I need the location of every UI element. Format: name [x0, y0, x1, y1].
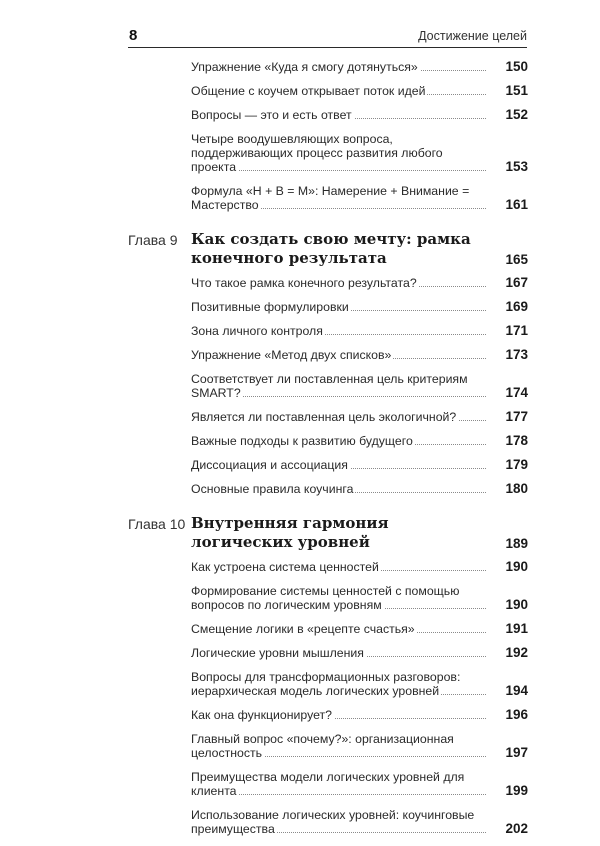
- entry-title: Упражнение «Метод двух списков»: [191, 348, 392, 362]
- entry-title: Зона личного контроля: [191, 324, 323, 338]
- entry-title: Позитивные формулировки: [191, 300, 349, 314]
- toc-entry[interactable]: [128, 770, 528, 798]
- chapter-title: Как создать свою мечту: рамка конечного результата: [191, 230, 471, 267]
- entry-page: 197: [502, 746, 528, 760]
- entry-title: Использование логических уровней: коучинговые преимущества: [191, 808, 475, 836]
- entry-page: 169: [502, 300, 528, 314]
- entry-title: Как устроена система ценностей: [191, 560, 379, 574]
- entry-page: 150: [502, 60, 528, 74]
- entry-page: 180: [502, 482, 528, 496]
- entry-page: 151: [502, 84, 528, 98]
- entry-title: Формула «Н + В = М»: Намерение + Внимание = Мастерство: [191, 184, 470, 212]
- chapter-page: 189: [505, 536, 528, 551]
- chapter-label: Глава 9: [128, 232, 178, 248]
- toc-entry[interactable]: [128, 622, 528, 636]
- entry-page: 192: [502, 646, 528, 660]
- chapter-page: 165: [505, 252, 528, 267]
- entry-page: 173: [502, 348, 528, 362]
- toc-entry[interactable]: [128, 300, 528, 314]
- entry-title: Общение с коучем открывает поток идей: [191, 84, 426, 98]
- toc-entry[interactable]: [128, 108, 528, 122]
- entry-title: Смещение логики в «рецепте счастья»: [191, 622, 415, 636]
- toc-entry[interactable]: [128, 646, 528, 660]
- entry-page: 178: [502, 434, 528, 448]
- entry-page: 153: [502, 160, 528, 174]
- entry-page: 179: [502, 458, 528, 472]
- entry-title: Является ли поставленная цель экологичной?: [191, 410, 457, 424]
- entry-page: 202: [502, 822, 528, 836]
- entry-page: 190: [502, 560, 528, 574]
- entry-title: Соответствует ли поставленная цель критериям SMART?: [191, 372, 468, 400]
- entry-title: Формирование системы ценностей с помощью вопросов по логическим уровням: [191, 584, 460, 612]
- entry-title: Диссоциация и ассоциация: [191, 458, 348, 472]
- toc-entry[interactable]: [128, 708, 528, 722]
- entry-title: Основные правила коучинга: [191, 482, 354, 496]
- toc-entry[interactable]: [128, 60, 528, 74]
- page-header: [128, 27, 527, 48]
- toc-entry[interactable]: [128, 410, 528, 424]
- entry-title: Вопросы — это и есть ответ: [191, 108, 352, 122]
- toc-entry[interactable]: [128, 132, 528, 174]
- entry-title: Преимущества модели логических уровней для клиента: [191, 770, 465, 798]
- toc-entry[interactable]: [128, 732, 528, 760]
- toc-entry[interactable]: [128, 348, 528, 362]
- entry-page: 191: [502, 622, 528, 636]
- toc-entry[interactable]: [128, 670, 528, 698]
- chapter-9-heading[interactable]: [128, 230, 528, 268]
- table-of-contents: [128, 60, 528, 846]
- entry-title: Что такое рамка конечного результата?: [191, 276, 417, 290]
- toc-entry[interactable]: [128, 276, 528, 290]
- entry-page: 171: [502, 324, 528, 338]
- entry-title: Четыре воодушевляющих вопроса, поддерживающих процесс развития любого проекта: [191, 132, 443, 174]
- entry-title: Вопросы для трансформационных разговоров: иерархическая модель логических уровней: [191, 670, 461, 698]
- toc-entry[interactable]: [128, 584, 528, 612]
- entry-title: Как она функционирует?: [191, 708, 333, 722]
- entry-title: Важные подходы к развитию будущего: [191, 434, 413, 448]
- toc-entry[interactable]: [128, 458, 528, 472]
- toc-entry[interactable]: [128, 324, 528, 338]
- page-number: 8: [129, 27, 138, 44]
- chapter-title: Внутренняя гармония логических уровней: [191, 514, 389, 551]
- entry-page: 196: [502, 708, 528, 722]
- chapter-label: Глава 10: [128, 516, 186, 532]
- toc-entry[interactable]: [128, 482, 528, 496]
- entry-page: 194: [502, 684, 528, 698]
- entry-page: 174: [502, 386, 528, 400]
- entry-title: Упражнение «Куда я смогу дотянуться»: [191, 60, 418, 74]
- toc-entry[interactable]: [128, 434, 528, 448]
- toc-entry[interactable]: [128, 184, 528, 212]
- toc-entry[interactable]: [128, 560, 528, 574]
- entry-page: 177: [502, 410, 528, 424]
- entry-title: Главный вопрос «почему?»: организационная целостность: [191, 732, 454, 760]
- entry-page: 199: [502, 784, 528, 798]
- entry-title: Логические уровни мышления: [191, 646, 364, 660]
- entry-page: 167: [502, 276, 528, 290]
- chapter-10-heading[interactable]: [128, 514, 528, 552]
- running-title: Достижение целей: [418, 29, 527, 43]
- toc-entry[interactable]: [128, 372, 528, 400]
- entry-page: 161: [502, 198, 528, 212]
- toc-entry[interactable]: [128, 84, 528, 98]
- toc-entry[interactable]: [128, 808, 528, 836]
- entry-page: 190: [502, 598, 528, 612]
- entry-page: 152: [502, 108, 528, 122]
